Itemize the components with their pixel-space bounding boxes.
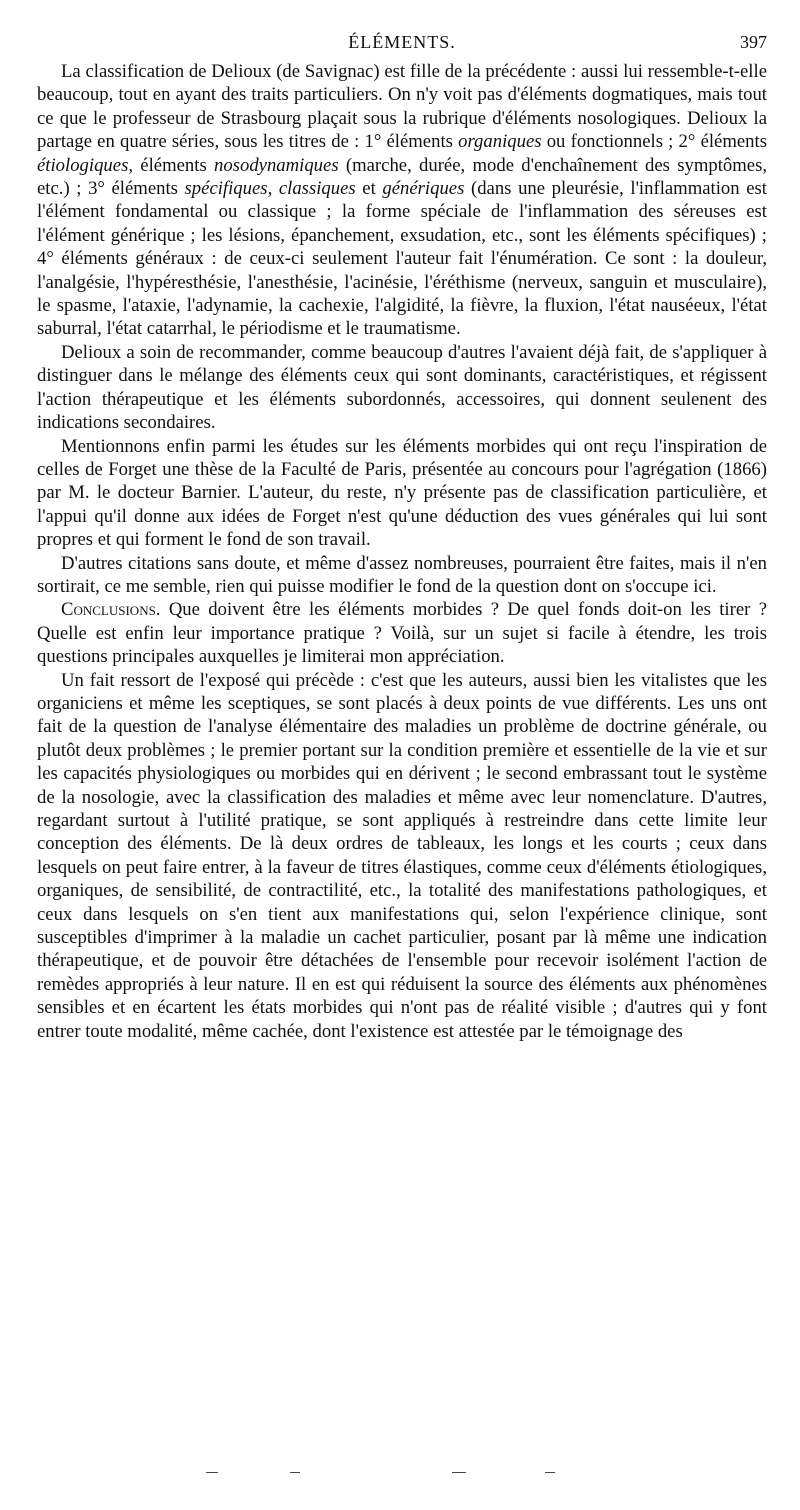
print-mark	[452, 1472, 466, 1473]
paragraph	[37, 435, 767, 552]
running-head	[37, 30, 767, 56]
italic-term: spécifiques, classiques	[184, 178, 356, 200]
body-text	[37, 60, 767, 1043]
paragraph	[37, 552, 767, 599]
running-title: ÉLÉMENTS.	[348, 32, 456, 52]
text-run: (marche, durée, mode d'enchaînement des symptômes, etc.) ; 3° éléments	[37, 154, 768, 200]
text-run: ou fonctionnels ; 2° éléments	[541, 131, 767, 153]
text-run: Mentionnons enfin parmi les études sur les éléments morbides qui ont reçu l'inspiration de celles de Forget une thèse de la Faculté de Paris, présentée au concours pour l'agrégation (1866) par M. le docteur Barnier. L'auteur, du reste, n'y présente pas de classification particulière, et l'appui qu'il donne aux idées de Forget n'est qu'une déduction des vues générales qui lui sont propres et qui forment le fond de son travail.	[37, 435, 767, 551]
paragraph	[37, 341, 767, 435]
print-mark	[290, 1472, 300, 1473]
print-mark	[206, 1472, 218, 1473]
italic-term: organiques	[458, 131, 542, 153]
text-run: La classification de Delioux (de Savignac) est fille de la précédente : aussi lui ressemble-t-elle beaucoup, tout en ayant des traits particuliers. On n'y voit pas d'éléments dogmatiques, mais tout ce que le professeur de Strasbourg plaçait sous la rubrique d'éléments nosologiques. Delioux la partage en quatre séries, sous les titres de : 1° éléments	[37, 61, 767, 153]
print-mark	[545, 1472, 555, 1473]
italic-term: génériques	[382, 178, 465, 200]
paragraph	[37, 60, 767, 341]
paragraph	[37, 669, 767, 1044]
italic-term: étiologiques,	[37, 154, 134, 176]
text-run: D'autres citations sans doute, et même d'assez nombreuses, pourraient être faites, mais il n'en sortirait, ce me semble, rien qui puisse modifier le fond de la question dont on s'occupe ici.	[37, 552, 767, 597]
section-heading: Conclusions.	[61, 599, 161, 621]
page-number: 397	[740, 32, 767, 52]
italic-term: nosodynamiques	[214, 154, 339, 176]
text-run: éléments	[133, 154, 215, 176]
text-run: Delioux a soin de recommander, comme beaucoup d'autres l'avaient déjà fait, de s'appliquer à distinguer dans le mélange des éléments ceux qui sont dominants, caractéristiques, et régissent l'action thérapeutique et les éléments subordonnés, accessoires, qui donnent seulenent des indications secondaires.	[37, 341, 767, 434]
text-run: Un fait ressort de l'exposé qui précède : c'est que les auteurs, aussi bien les vitalistes que les organiciens et même les sceptiques, se sont placés à deux points de vue différents. Les uns ont fait de la question de l'analyse élémentaire des maladies un problème de doctrine générale, ou plutôt deux problèmes ; le premier portant sur la condition première et essentielle de la vie et sur les capacités physiologiques ou morbides qui en dérivent ; le second embrassant tout le système de la nosologie, avec la classification des maladies et même avec leur nomenclature. D'autres, regardant surtout à l'utilité pratique, se sont appliqués à restreindre dans cette limite leur conception des éléments. De là deux ordres de tableaux, les longs et les courts ; ceux dans lesquels on peut faire entrer, à la faveur de titres élastiques, comme ceux d'éléments étiologiques, organiques, de sensibilité, de contractilité, etc., la totalité des manifestations pathologiques, et ceux dans lesquels on s'en tient aux manifestations qui, selon l'expérience clinique, sont susceptibles d'imprimer à la maladie un cachet particulier, posant par là même une indication thérapeutique, et de pouvoir être détachées de l'ensemble pour recevoir isolément l'action de remèdes appropriés à leur nature. Il en est qui réduisent la source des éléments aux phénomènes sensibles et en écartent les états morbides qui n'ont pas de réalité visible ; d'autres qui y font entrer toute modalité, même cachée, dont l'existence est attestée par le témoignage des	[37, 669, 767, 1042]
text-run: Que doivent être les éléments morbides ? De quel fonds doit-on les tirer ? Quelle est enfin leur importance pratique ? Voilà, sur un sujet si facile à étendre, les trois questions principales auxquelles je limiterai mon appréciation.	[37, 599, 767, 668]
bottom-print-marks	[0, 1469, 800, 1477]
text-run: et	[355, 178, 383, 200]
paragraph	[37, 598, 767, 668]
text-run: (dans une pleurésie, l'inflammation est l'élément fondamental ou classique ; la forme spéciale de l'inflammation des séreuses est l'élément générique ; les lésions, épanchement, exsudation, etc., sont les éléments spécifiques) ; 4° éléments généraux : de ceux-ci seulement l'auteur fait l'énumération. Ce sont : la douleur, l'analgésie, l'hypéresthésie, l'anesthésie, l'acinésie, l'éréthisme (nerveux, sanguin et musculaire), le spasme, l'ataxie, l'adynamie, la cachexie, l'algidité, la fièvre, la fluxion, l'état nauséeux, l'état saburral, l'état catarrhal, le périodisme et le traumatisme.	[37, 178, 767, 340]
